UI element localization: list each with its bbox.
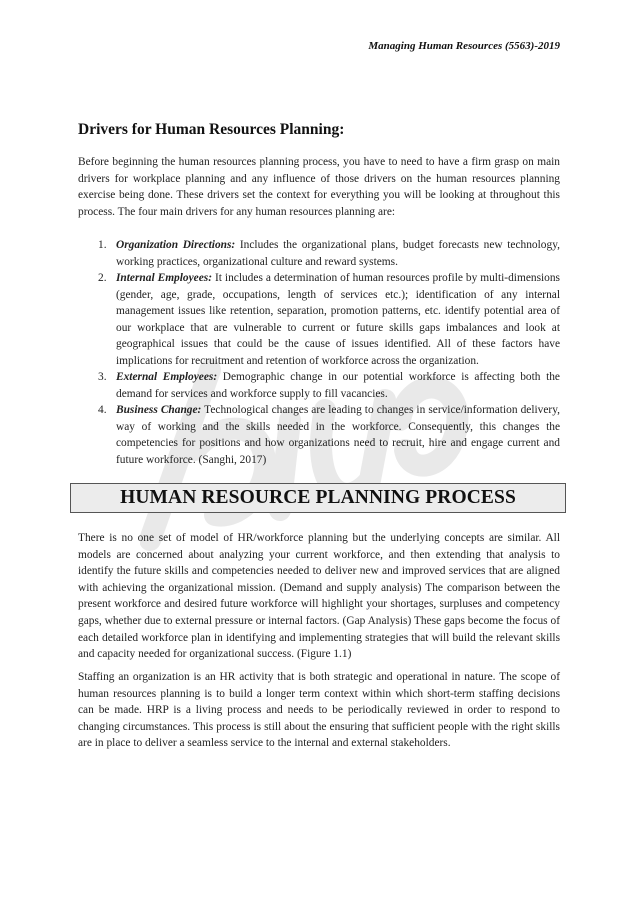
list-item [78, 237, 560, 270]
intro-paragraph: Before beginning the human resources planning process, you have to need to have a firm grasp on main drivers for workplace planning and any influence of those drivers on the human resources planning exercise being done. These drivers set the context for everything you will be looking at throughout this process. The four main drivers for any human resources planning are: [78, 156, 560, 218]
driver-description: It includes a determination of human resources profile by multi-dimensions (gender, age, grade, occupations, length of services etc.); identification of any internal management issues like retention, separation, promotion patterns, etc. identify potential area of our workplace that are vulnerable to current or future skills gaps imbalances and look at geographical issues that could be the cause of issues identified. All of these factors have implications for recruitment and retention of workforce across the organization. [116, 272, 560, 367]
driver-description: Includes the organizational plans, budget forecasts new technology, working practices, organizational culture and reward systems. [116, 239, 560, 268]
section-heading: Drivers for Human Resources Planning: [78, 121, 345, 138]
driver-description: Technological changes are leading to changes in service/information delivery, way of working and the skills needed in the workforce. Consequently, this changes the competencies for positions and how organizations need to recruit, hire and engage current and future workforce. (Sanghi, 2017) [116, 404, 560, 466]
running-header: Managing Human Resources (5563)-2019 [368, 40, 560, 52]
list-item [78, 270, 560, 369]
drivers-list [78, 237, 560, 468]
driver-description: Demographic change in our potential workforce is affecting both the demand for services and workforce supply to fill vacancies. [116, 371, 560, 400]
driver-term: Business Change: [116, 404, 202, 416]
driver-term: Internal Employees: [116, 272, 212, 284]
list-item [78, 402, 560, 468]
section-banner [70, 483, 566, 513]
list-number: 3. [98, 371, 107, 383]
list-number: 1. [98, 239, 107, 251]
list-number: 4. [98, 404, 107, 416]
body-paragraph-planning-model: There is no one set of model of HR/workforce planning but the underlying concepts are similar. All models are concerned about analyzing your current workforce, and then extending that analysis to identify the future skills and competencies needed to deliver new and improved services that are aligned with achieving the organizational mission. (Demand and supply analysis) The comparison between the present workforce and desired future workforce will highlight your shortages, surpluses and competency gaps, whether due to external pressure or internal factors. (Gap Analysis) These gaps become the focus of each detailed workforce plan in identifying and implementing strategies that will build the relevant skills and capacity needed for organizational success. (Figure 1.1) [78, 532, 560, 661]
banner-title: HUMAN RESOURCE PLANNING PROCESS [120, 487, 516, 508]
body-paragraph-staffing: Staffing an organization is an HR activity that is both strategic and operational in nature. The scope of human resources planning is to build a longer term context within which short-term staffing decisions can be made. HRP is a living process and needs to be periodically reviewed in order to respond to changing circumstances. This process is still about the ensuring that sufficient people with the right skills are in place to deliver a seamless service to the internal and external stakeholders. [78, 671, 560, 750]
list-number: 2. [98, 272, 107, 284]
list-item [78, 369, 560, 402]
driver-term: Organization Directions: [116, 239, 236, 251]
driver-term: External Employees: [116, 371, 218, 383]
